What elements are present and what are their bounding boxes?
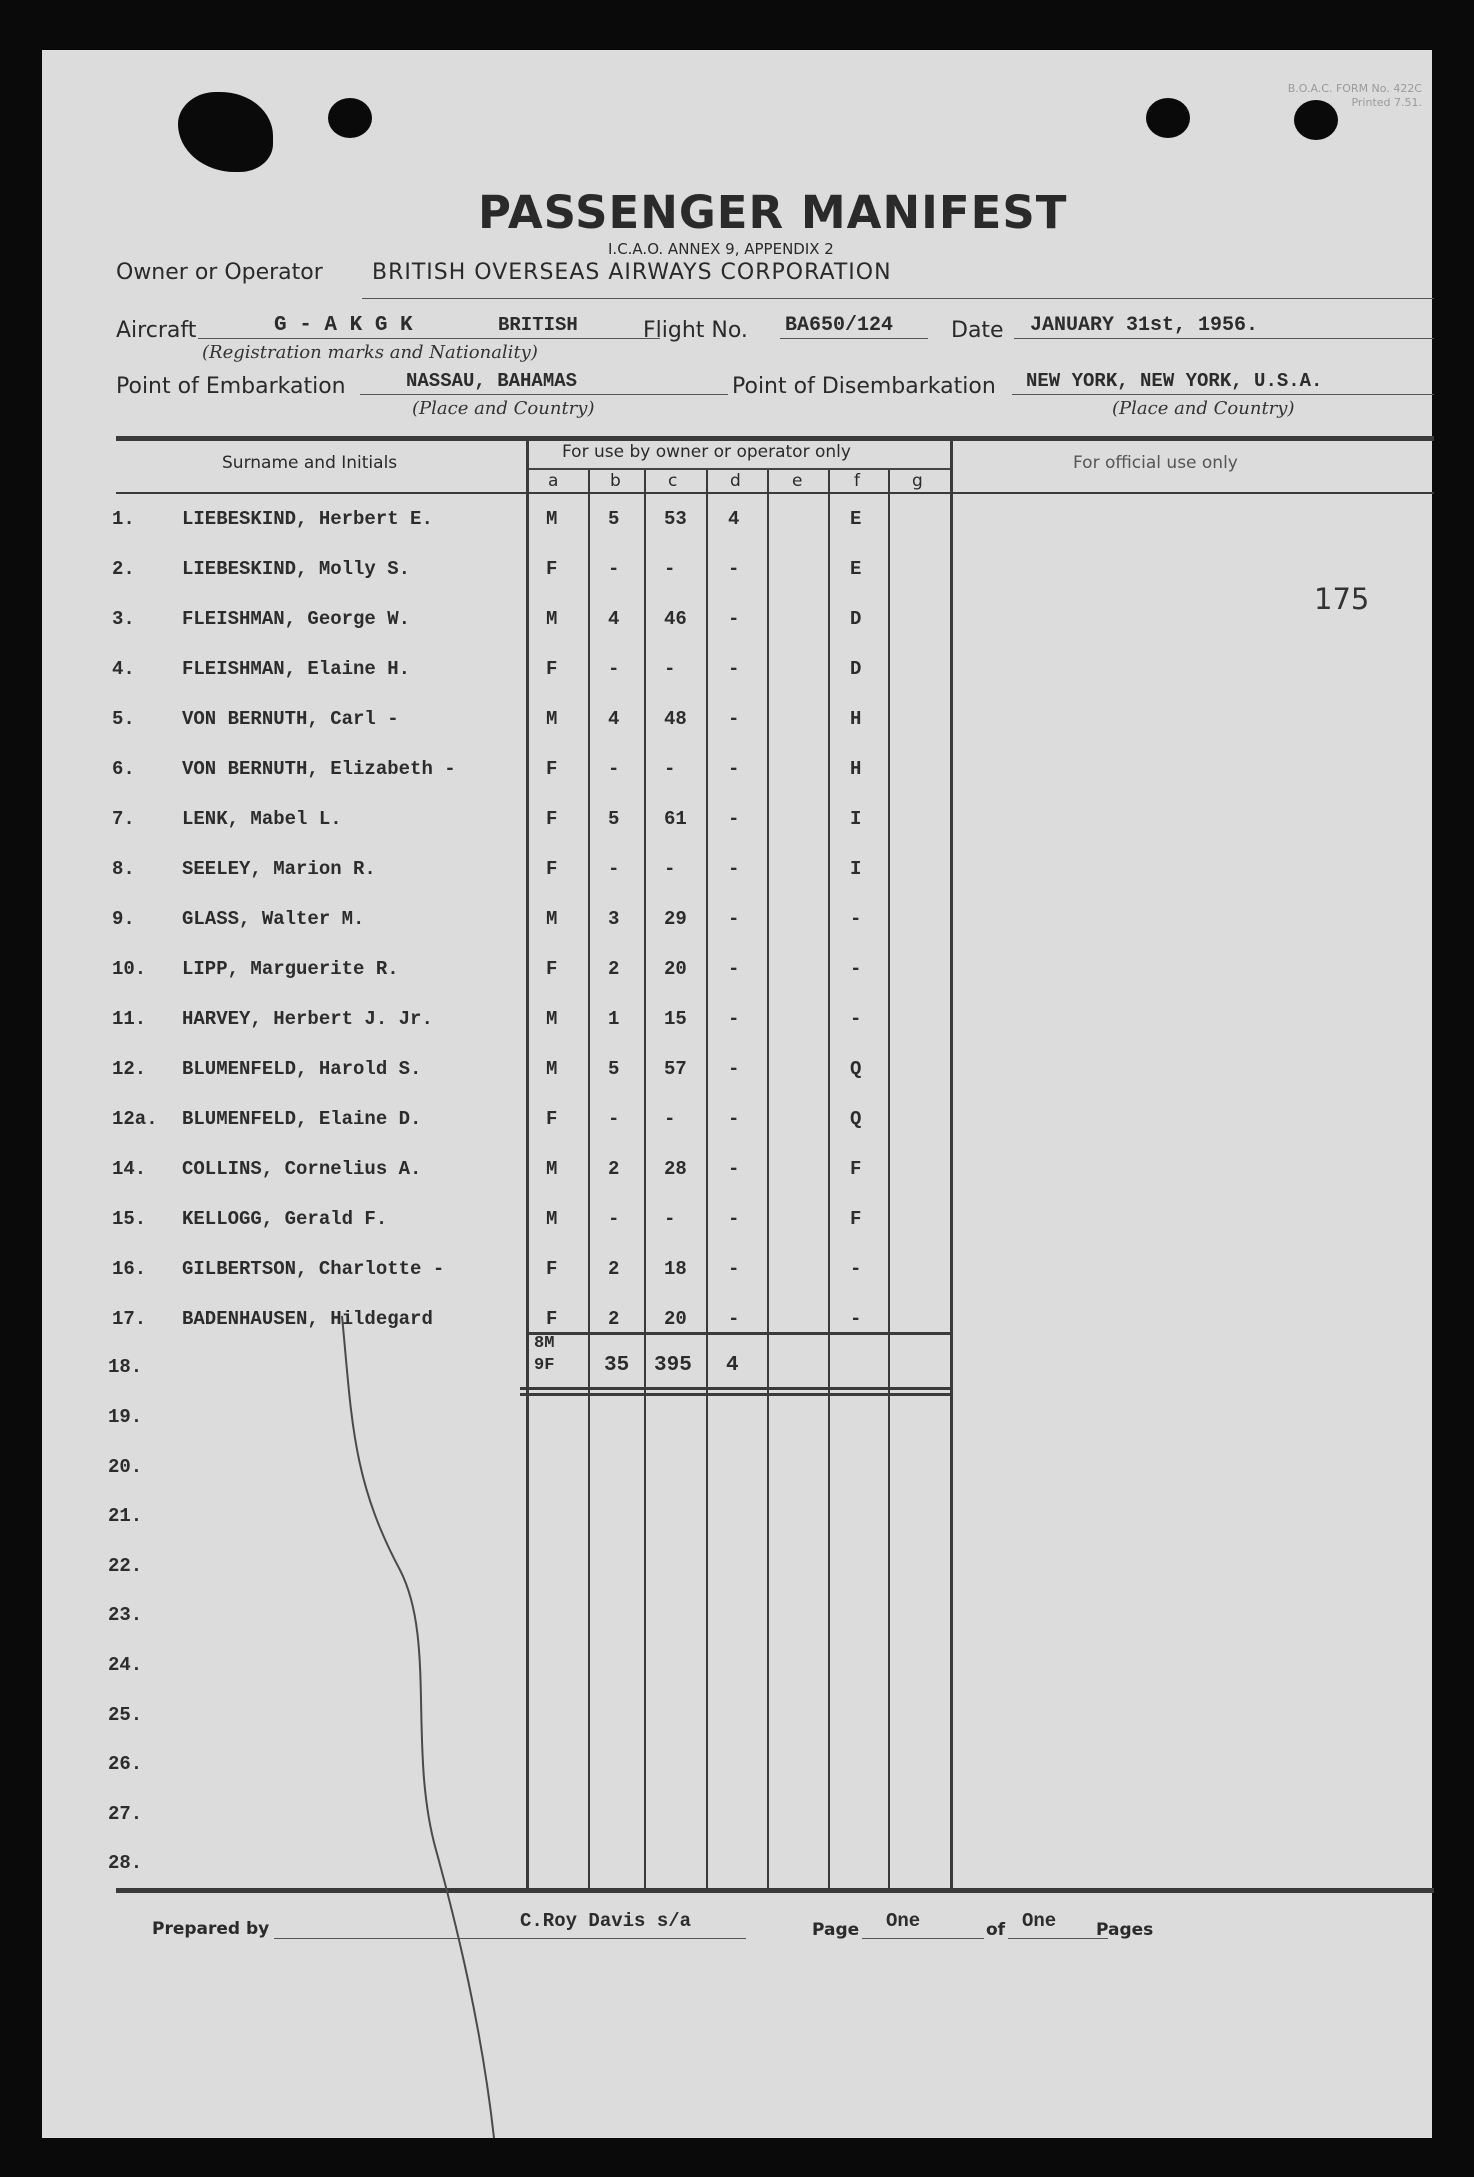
empty-row-number: 28.: [108, 1852, 143, 1874]
cell-d: -: [728, 1058, 740, 1080]
flight-value: BA650/124: [785, 314, 894, 337]
cell-d: -: [728, 1258, 740, 1280]
vrule-4: [706, 470, 708, 1888]
cell-a: M: [546, 708, 558, 730]
cell-f: H: [850, 708, 862, 730]
cell-a: M: [546, 608, 558, 630]
disembark-value: NEW YORK, NEW YORK, U.S.A.: [1026, 370, 1323, 392]
form-number-line-1: B.O.A.C. FORM No. 422C: [1287, 82, 1422, 95]
cell-a: F: [546, 858, 558, 880]
cell-b: -: [608, 558, 620, 580]
passenger-name: COLLINS, Cornelius A.: [182, 1158, 422, 1180]
torn-corner: [178, 92, 273, 172]
cell-c: 20: [664, 958, 687, 980]
cell-d: -: [728, 1208, 740, 1230]
passenger-name: LIPP, Marguerite R.: [182, 958, 399, 980]
row-number: 15.: [112, 1208, 147, 1230]
cell-f: -: [850, 1008, 862, 1030]
cell-f: E: [850, 558, 862, 580]
totals-bottom-rule-2: [520, 1393, 952, 1396]
passenger-name: HARVEY, Herbert J. Jr.: [182, 1008, 433, 1030]
sub-col-b: b: [610, 471, 621, 491]
passenger-name: VON BERNUTH, Elizabeth -: [182, 758, 456, 780]
cell-f: Q: [850, 1108, 862, 1130]
row-number: 8.: [112, 858, 135, 880]
passenger-name: KELLOGG, Gerald F.: [182, 1208, 388, 1230]
cell-c: -: [664, 658, 676, 680]
row-number: 14.: [112, 1158, 147, 1180]
cell-c: 48: [664, 708, 687, 730]
cell-c: 15: [664, 1008, 687, 1030]
passenger-name: BLUMENFELD, Elaine D.: [182, 1108, 422, 1130]
cell-c: 57: [664, 1058, 687, 1080]
cell-a: F: [546, 1258, 558, 1280]
empty-row-number: 22.: [108, 1555, 143, 1577]
cell-f: -: [850, 1258, 862, 1280]
cell-d: -: [728, 708, 740, 730]
totals-c: 395: [654, 1354, 692, 1377]
row-number: 6.: [112, 758, 135, 780]
cell-f: -: [850, 958, 862, 980]
cell-c: 18: [664, 1258, 687, 1280]
owner-value: BRITISH OVERSEAS AIRWAYS CORPORATION: [372, 260, 892, 285]
cell-b: -: [608, 858, 620, 880]
cell-c: 53: [664, 508, 687, 530]
passenger-name: SEELEY, Marion R.: [182, 858, 376, 880]
cell-a: F: [546, 758, 558, 780]
cell-c: 46: [664, 608, 687, 630]
cell-b: 5: [608, 1058, 620, 1080]
totals-bottom-rule-1: [520, 1387, 952, 1390]
col-surname-header: Surname and Initials: [222, 453, 398, 473]
cell-d: -: [728, 1008, 740, 1030]
empty-row-number: 27.: [108, 1803, 143, 1825]
disembark-label: Point of Disembarkation: [732, 374, 996, 399]
cell-d: 4: [728, 508, 740, 530]
official-number: 175: [1314, 582, 1370, 616]
date-label: Date: [951, 318, 1004, 343]
cell-f: I: [850, 808, 862, 830]
flight-underline: [780, 338, 928, 339]
sub-col-f: f: [854, 471, 860, 491]
cell-a: F: [546, 1308, 558, 1330]
passenger-name: LIEBESKIND, Molly S.: [182, 558, 411, 580]
disembark-underline: [1012, 394, 1434, 395]
cell-b: 2: [608, 958, 620, 980]
passenger-name: VON BERNUTH, Carl -: [182, 708, 399, 730]
sub-col-d: d: [730, 471, 741, 491]
cell-a: M: [546, 1208, 558, 1230]
date-underline: [1014, 338, 1434, 339]
cell-b: 3: [608, 908, 620, 930]
cell-f: -: [850, 908, 862, 930]
vrule-1: [526, 438, 529, 1888]
row-number: 5.: [112, 708, 135, 730]
aircraft-reg: G - A K G K: [274, 314, 413, 337]
cell-d: -: [728, 858, 740, 880]
empty-row-number: 26.: [108, 1753, 143, 1775]
empty-row-number: 20.: [108, 1456, 143, 1478]
col-official-use-header: For official use only: [1073, 453, 1238, 473]
aircraft-hint: (Registration marks and Nationality): [202, 342, 538, 363]
cell-b: 2: [608, 1308, 620, 1330]
sub-col-e: e: [792, 471, 803, 491]
page-value: One: [886, 1910, 921, 1932]
page-subtitle: I.C.A.O. ANNEX 9, APPENDIX 2: [608, 240, 834, 258]
passenger-name: LIEBESKIND, Herbert E.: [182, 508, 433, 530]
vrule-6: [828, 470, 830, 1888]
empty-row-number: 25.: [108, 1704, 143, 1726]
cell-d: -: [728, 658, 740, 680]
cell-d: -: [728, 608, 740, 630]
cell-a: F: [546, 808, 558, 830]
of-label: of: [986, 1920, 1006, 1940]
cell-f: F: [850, 1208, 862, 1230]
row-number: 10.: [112, 958, 147, 980]
row-number: 9.: [112, 908, 135, 930]
totals-b: 35: [604, 1354, 630, 1377]
cell-b: -: [608, 658, 620, 680]
form-number: [1192, 82, 1422, 110]
page-label: Page: [812, 1920, 860, 1940]
aircraft-underline: [198, 338, 660, 339]
cell-a: F: [546, 658, 558, 680]
cell-b: -: [608, 1208, 620, 1230]
embark-label: Point of Embarkation: [116, 374, 346, 399]
empty-row-number: 19.: [108, 1406, 143, 1428]
row-number: 7.: [112, 808, 135, 830]
totals-top-rule: [526, 1332, 952, 1335]
passenger-name: LENK, Mabel L.: [182, 808, 342, 830]
header-bottom-rule: [116, 492, 1434, 494]
row-number: 3.: [112, 608, 135, 630]
cell-c: -: [664, 858, 676, 880]
cell-b: 4: [608, 708, 620, 730]
cell-b: 4: [608, 608, 620, 630]
pages-label: Pages: [1096, 1920, 1154, 1940]
prepared-value: C.Roy Davis s/a: [520, 1910, 692, 1932]
sub-col-g: g: [912, 471, 923, 491]
row-number: 2.: [112, 558, 135, 580]
cell-b: 5: [608, 508, 620, 530]
passenger-name: FLEISHMAN, George W.: [182, 608, 411, 630]
empty-row-number: 23.: [108, 1604, 143, 1626]
cell-f: E: [850, 508, 862, 530]
cell-c: 20: [664, 1308, 687, 1330]
page-title: PASSENGER MANIFEST: [478, 186, 1068, 239]
aircraft-nationality: BRITISH: [498, 314, 578, 336]
cell-a: F: [546, 558, 558, 580]
cell-d: -: [728, 558, 740, 580]
cell-c: 61: [664, 808, 687, 830]
empty-row-number: 24.: [108, 1654, 143, 1676]
passenger-name: BLUMENFELD, Harold S.: [182, 1058, 422, 1080]
cell-b: -: [608, 758, 620, 780]
cell-a: F: [546, 958, 558, 980]
cell-a: M: [546, 1008, 558, 1030]
passenger-name: GILBERTSON, Charlotte -: [182, 1258, 445, 1280]
embark-underline: [360, 394, 728, 395]
cell-f: F: [850, 1158, 862, 1180]
cell-a: F: [546, 1108, 558, 1130]
totals-d: 4: [726, 1354, 739, 1377]
cell-f: D: [850, 608, 862, 630]
passenger-name: FLEISHMAN, Elaine H.: [182, 658, 411, 680]
vrule-3: [644, 470, 646, 1888]
owner-label: Owner or Operator: [116, 260, 323, 285]
owner-underline: [362, 298, 1434, 299]
vrule-7: [888, 470, 890, 1888]
prepared-underline: [274, 1938, 746, 1939]
cell-d: -: [728, 808, 740, 830]
cell-a: M: [546, 508, 558, 530]
cell-f: D: [850, 658, 862, 680]
signature-stroke: [42, 50, 1432, 2138]
row-number: 1.: [112, 508, 135, 530]
page-underline: [862, 1938, 984, 1939]
col-owner-use-header: For use by owner or operator only: [562, 442, 851, 462]
cell-a: M: [546, 908, 558, 930]
row-number: 11.: [112, 1008, 147, 1030]
cell-f: H: [850, 758, 862, 780]
embark-value: NASSAU, BAHAMAS: [406, 370, 578, 392]
empty-row-number: 21.: [108, 1505, 143, 1527]
of-value: One: [1022, 1910, 1057, 1932]
cell-f: I: [850, 858, 862, 880]
punch-hole-right-1: [1146, 98, 1190, 138]
cell-d: -: [728, 1158, 740, 1180]
passenger-name: BADENHAUSEN, Hildegard: [182, 1308, 433, 1330]
sub-col-c: c: [668, 471, 678, 491]
row-number: 12.: [112, 1058, 147, 1080]
punch-hole-left: [328, 98, 372, 138]
form-number-line-2: Printed 7.51.: [1351, 96, 1422, 109]
date-value: JANUARY 31st, 1956.: [1030, 314, 1259, 337]
cell-c: -: [664, 1208, 676, 1230]
vrule-2: [588, 470, 590, 1888]
cell-b: -: [608, 1108, 620, 1130]
cell-c: 28: [664, 1158, 687, 1180]
cell-b: 2: [608, 1258, 620, 1280]
aircraft-label: Aircraft: [116, 318, 197, 343]
cell-a: M: [546, 1058, 558, 1080]
cell-f: -: [850, 1308, 862, 1330]
cell-d: -: [728, 1308, 740, 1330]
cell-b: 5: [608, 808, 620, 830]
totals-males: 8M: [534, 1334, 555, 1353]
flight-label: Flight No.: [643, 318, 748, 343]
table-top-rule: [116, 436, 1434, 441]
cell-c: -: [664, 758, 676, 780]
sub-col-a: a: [548, 471, 559, 491]
row-number: 12a.: [112, 1108, 158, 1130]
of-underline: [1008, 1938, 1108, 1939]
totals-females: 9F: [534, 1356, 555, 1375]
cell-d: -: [728, 958, 740, 980]
row-number: 17.: [112, 1308, 147, 1330]
disembark-hint: (Place and Country): [1112, 398, 1295, 419]
manifest-paper: [42, 50, 1432, 2138]
totals-row-number: 18.: [108, 1356, 143, 1378]
cell-c: -: [664, 1108, 676, 1130]
cell-d: -: [728, 1108, 740, 1130]
cell-f: Q: [850, 1058, 862, 1080]
cell-c: 29: [664, 908, 687, 930]
table-bottom-rule: [116, 1888, 1434, 1893]
passenger-name: GLASS, Walter M.: [182, 908, 365, 930]
cell-d: -: [728, 908, 740, 930]
cell-d: -: [728, 758, 740, 780]
cell-c: -: [664, 558, 676, 580]
cell-b: 2: [608, 1158, 620, 1180]
vrule-5: [767, 470, 769, 1888]
vrule-8: [950, 438, 953, 1888]
prepared-label: Prepared by: [152, 1919, 270, 1939]
row-number: 4.: [112, 658, 135, 680]
row-number: 16.: [112, 1258, 147, 1280]
cell-b: 1: [608, 1008, 620, 1030]
cell-a: M: [546, 1158, 558, 1180]
embark-hint: (Place and Country): [412, 398, 595, 419]
